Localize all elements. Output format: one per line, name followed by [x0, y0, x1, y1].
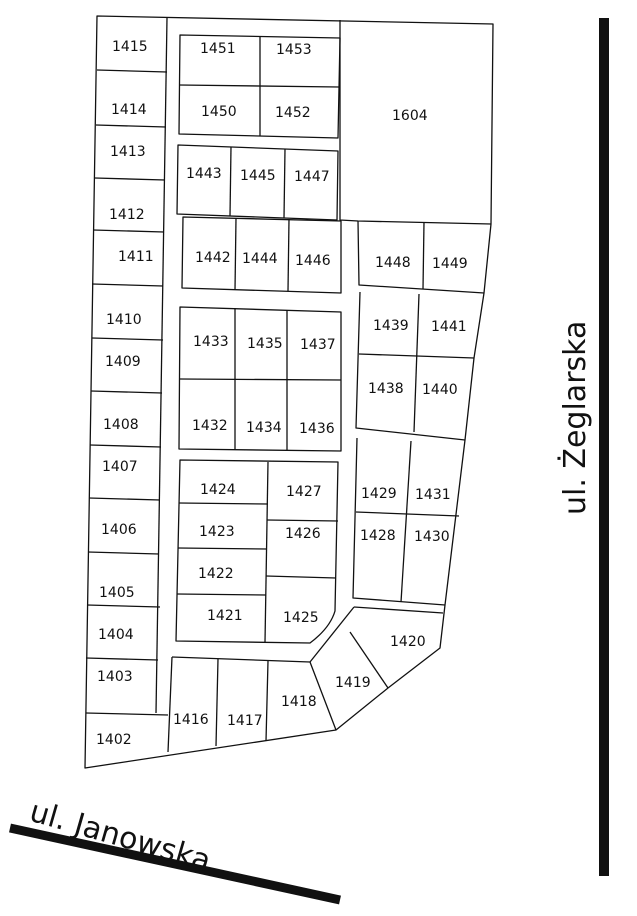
lot-1424: 1424 — [200, 482, 236, 498]
lot-1425: 1425 — [283, 610, 319, 626]
lot-1438: 1438 — [368, 381, 404, 397]
lot-1445: 1445 — [240, 168, 276, 184]
lot-1442: 1442 — [195, 250, 231, 266]
lot-1422: 1422 — [198, 566, 234, 582]
lot-1429: 1429 — [361, 486, 397, 502]
lot-labels — [96, 39, 468, 748]
lot-1407: 1407 — [102, 459, 138, 475]
street-label-zeglarska: ul. Żeglarska — [558, 320, 593, 515]
lot-1453: 1453 — [276, 42, 312, 58]
lot-1419: 1419 — [335, 675, 371, 691]
lot-1604: 1604 — [392, 108, 428, 124]
lot-1434: 1434 — [246, 420, 282, 436]
lot-1449: 1449 — [432, 256, 468, 272]
lot-1423: 1423 — [199, 524, 235, 540]
lot-1427: 1427 — [286, 484, 322, 500]
lot-1418: 1418 — [281, 694, 317, 710]
lot-1417: 1417 — [227, 713, 263, 729]
lot-1430: 1430 — [414, 529, 450, 545]
lot-1433: 1433 — [193, 334, 229, 350]
lot-1403: 1403 — [97, 669, 133, 685]
lot-1443: 1443 — [186, 166, 222, 182]
lot-1431: 1431 — [415, 487, 451, 503]
lot-1436: 1436 — [299, 421, 335, 437]
lot-1406: 1406 — [101, 522, 137, 538]
lot-1428: 1428 — [360, 528, 396, 544]
lot-1420: 1420 — [390, 634, 426, 650]
lot-1426: 1426 — [285, 526, 321, 542]
lot-1421: 1421 — [207, 608, 243, 624]
lot-1404: 1404 — [98, 627, 134, 643]
lot-1411: 1411 — [118, 249, 154, 265]
lot-1437: 1437 — [300, 337, 336, 353]
lot-1405: 1405 — [99, 585, 135, 601]
lot-1432: 1432 — [192, 418, 228, 434]
lot-1409: 1409 — [105, 354, 141, 370]
lot-1414: 1414 — [111, 102, 147, 118]
lot-1444: 1444 — [242, 251, 278, 267]
lot-1441: 1441 — [431, 319, 467, 335]
lot-1408: 1408 — [103, 417, 139, 433]
street-label-janowska: ul. Janowska — [25, 794, 215, 880]
lot-1412: 1412 — [109, 207, 145, 223]
lot-1415: 1415 — [112, 39, 148, 55]
lot-1439: 1439 — [373, 318, 409, 334]
lot-1413: 1413 — [110, 144, 146, 160]
lot-1435: 1435 — [247, 336, 283, 352]
lot-1448: 1448 — [375, 255, 411, 271]
lot-1416: 1416 — [173, 712, 209, 728]
lot-1410: 1410 — [106, 312, 142, 328]
lot-1452: 1452 — [275, 105, 311, 121]
lot-1440: 1440 — [422, 382, 458, 398]
street-zeglarska-road — [599, 18, 609, 876]
lot-1402: 1402 — [96, 732, 132, 748]
lot-1446: 1446 — [295, 253, 331, 269]
lot-1447: 1447 — [294, 169, 330, 185]
lot-1450: 1450 — [201, 104, 237, 120]
lot-1451: 1451 — [200, 41, 236, 57]
